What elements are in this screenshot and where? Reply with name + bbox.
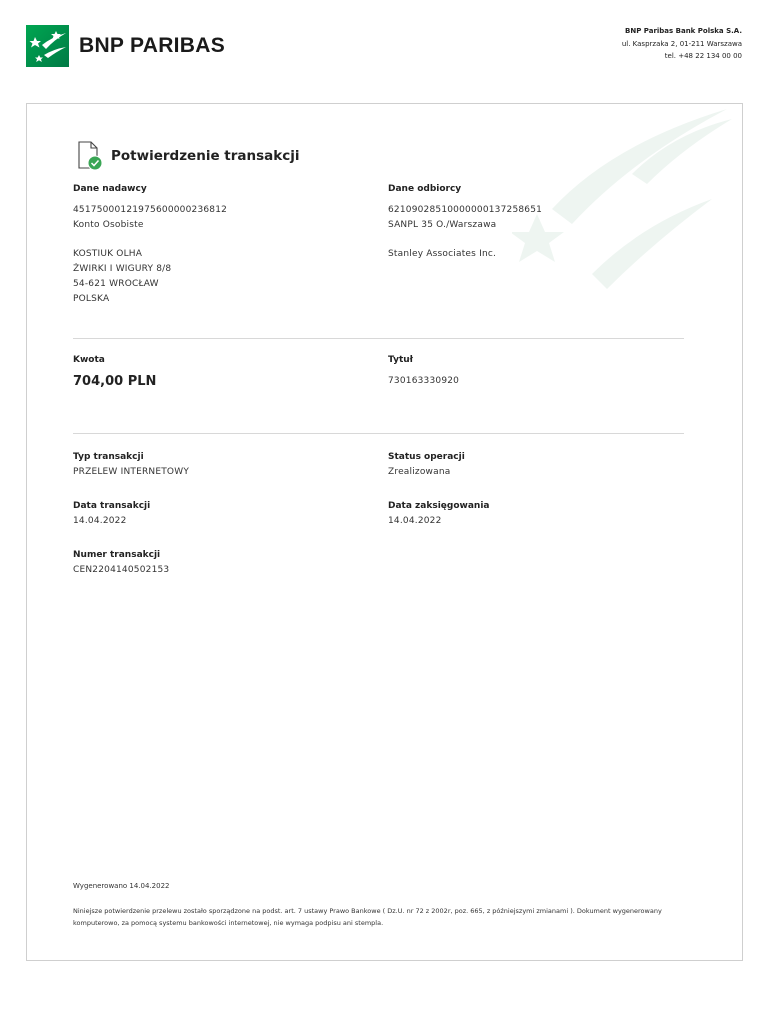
status-section [388,452,465,477]
sender-name: KOSTIUK OLHA [73,249,143,259]
stars-watermark-icon [512,104,742,294]
recipient-account: 62109028510000000137258651 [388,205,543,215]
transaction-number-value: CEN2204140502153 [73,565,170,575]
sender-account-type: Konto Osobiste [73,220,144,230]
status-value: Zrealizowana [388,467,451,477]
recipient-label: Dane odbiorcy [388,184,462,194]
title-label: Tytuł [388,355,413,365]
posting-date-value: 14.04.2022 [388,516,442,526]
document-title [75,140,300,172]
document-title-text: Potwierdzenie transakcji [111,148,300,164]
title-value: 730163330920 [388,376,460,386]
sender-account: 45175000121975600000236812 [73,205,228,215]
posting-date-section [388,501,489,526]
sender-country: POLSKA [73,294,110,304]
transaction-date-section [73,501,150,526]
bank-logo-text: BNP PARIBAS [79,34,226,57]
bank-address: ul. Kasprzaka 2, 01-211 Warszawa [621,39,742,48]
sender-street: ŻWIRKI I WIGURY 8/8 [73,264,172,274]
legal-note: Niniejsze potwierdzenie przelewu zostało sporządzone na podst. art. 7 ustawy Prawo Bankowe ( Dz.U. nr 72 z 2002r, poz. 665, z późniejszymi zmianami ). Dokument wygenerowany komputerowo, za pomocą systemu bankowości internetowej, nie wymaga podpisu ani stempla. [73,907,662,927]
confirmation-card [26,103,743,961]
transaction-date-label: Data transakcji [73,501,151,511]
amount-value: 704,00 PLN [73,374,157,389]
transaction-number-label: Numer transakcji [73,550,161,560]
recipient-name: Stanley Associates Inc. [388,249,497,259]
transaction-type-value: PRZELEW INTERNETOWY [73,467,190,477]
document-check-icon [75,140,105,172]
bank-phone: tel. +48 22 134 00 00 [664,52,742,60]
recipient-section [388,184,542,259]
posting-date-label: Data zaksięgowania [388,501,490,511]
divider [73,338,684,339]
title-section [388,355,459,386]
sender-city: 54-621 WROCŁAW [73,279,159,289]
transaction-type-section [73,452,189,477]
sender-label: Dane nadawcy [73,184,147,194]
status-label: Status operacji [388,452,465,462]
recipient-bank: SANPL 35 O./Warszawa [388,220,497,230]
transaction-type-label: Typ transakcji [73,452,144,462]
divider [73,433,684,434]
amount-label: Kwota [73,355,105,365]
bnp-stars-logo-icon [26,25,69,67]
amount-section [73,355,156,389]
transaction-number-section [73,550,169,575]
generated-date: Wygenerowano 14.04.2022 [73,882,170,890]
sender-section [73,184,227,304]
bank-name: BNP Paribas Bank Polska S.A. [625,27,742,35]
bank-contact-info [622,25,742,63]
transaction-date-value: 14.04.2022 [73,516,127,526]
bank-logo [26,25,225,67]
